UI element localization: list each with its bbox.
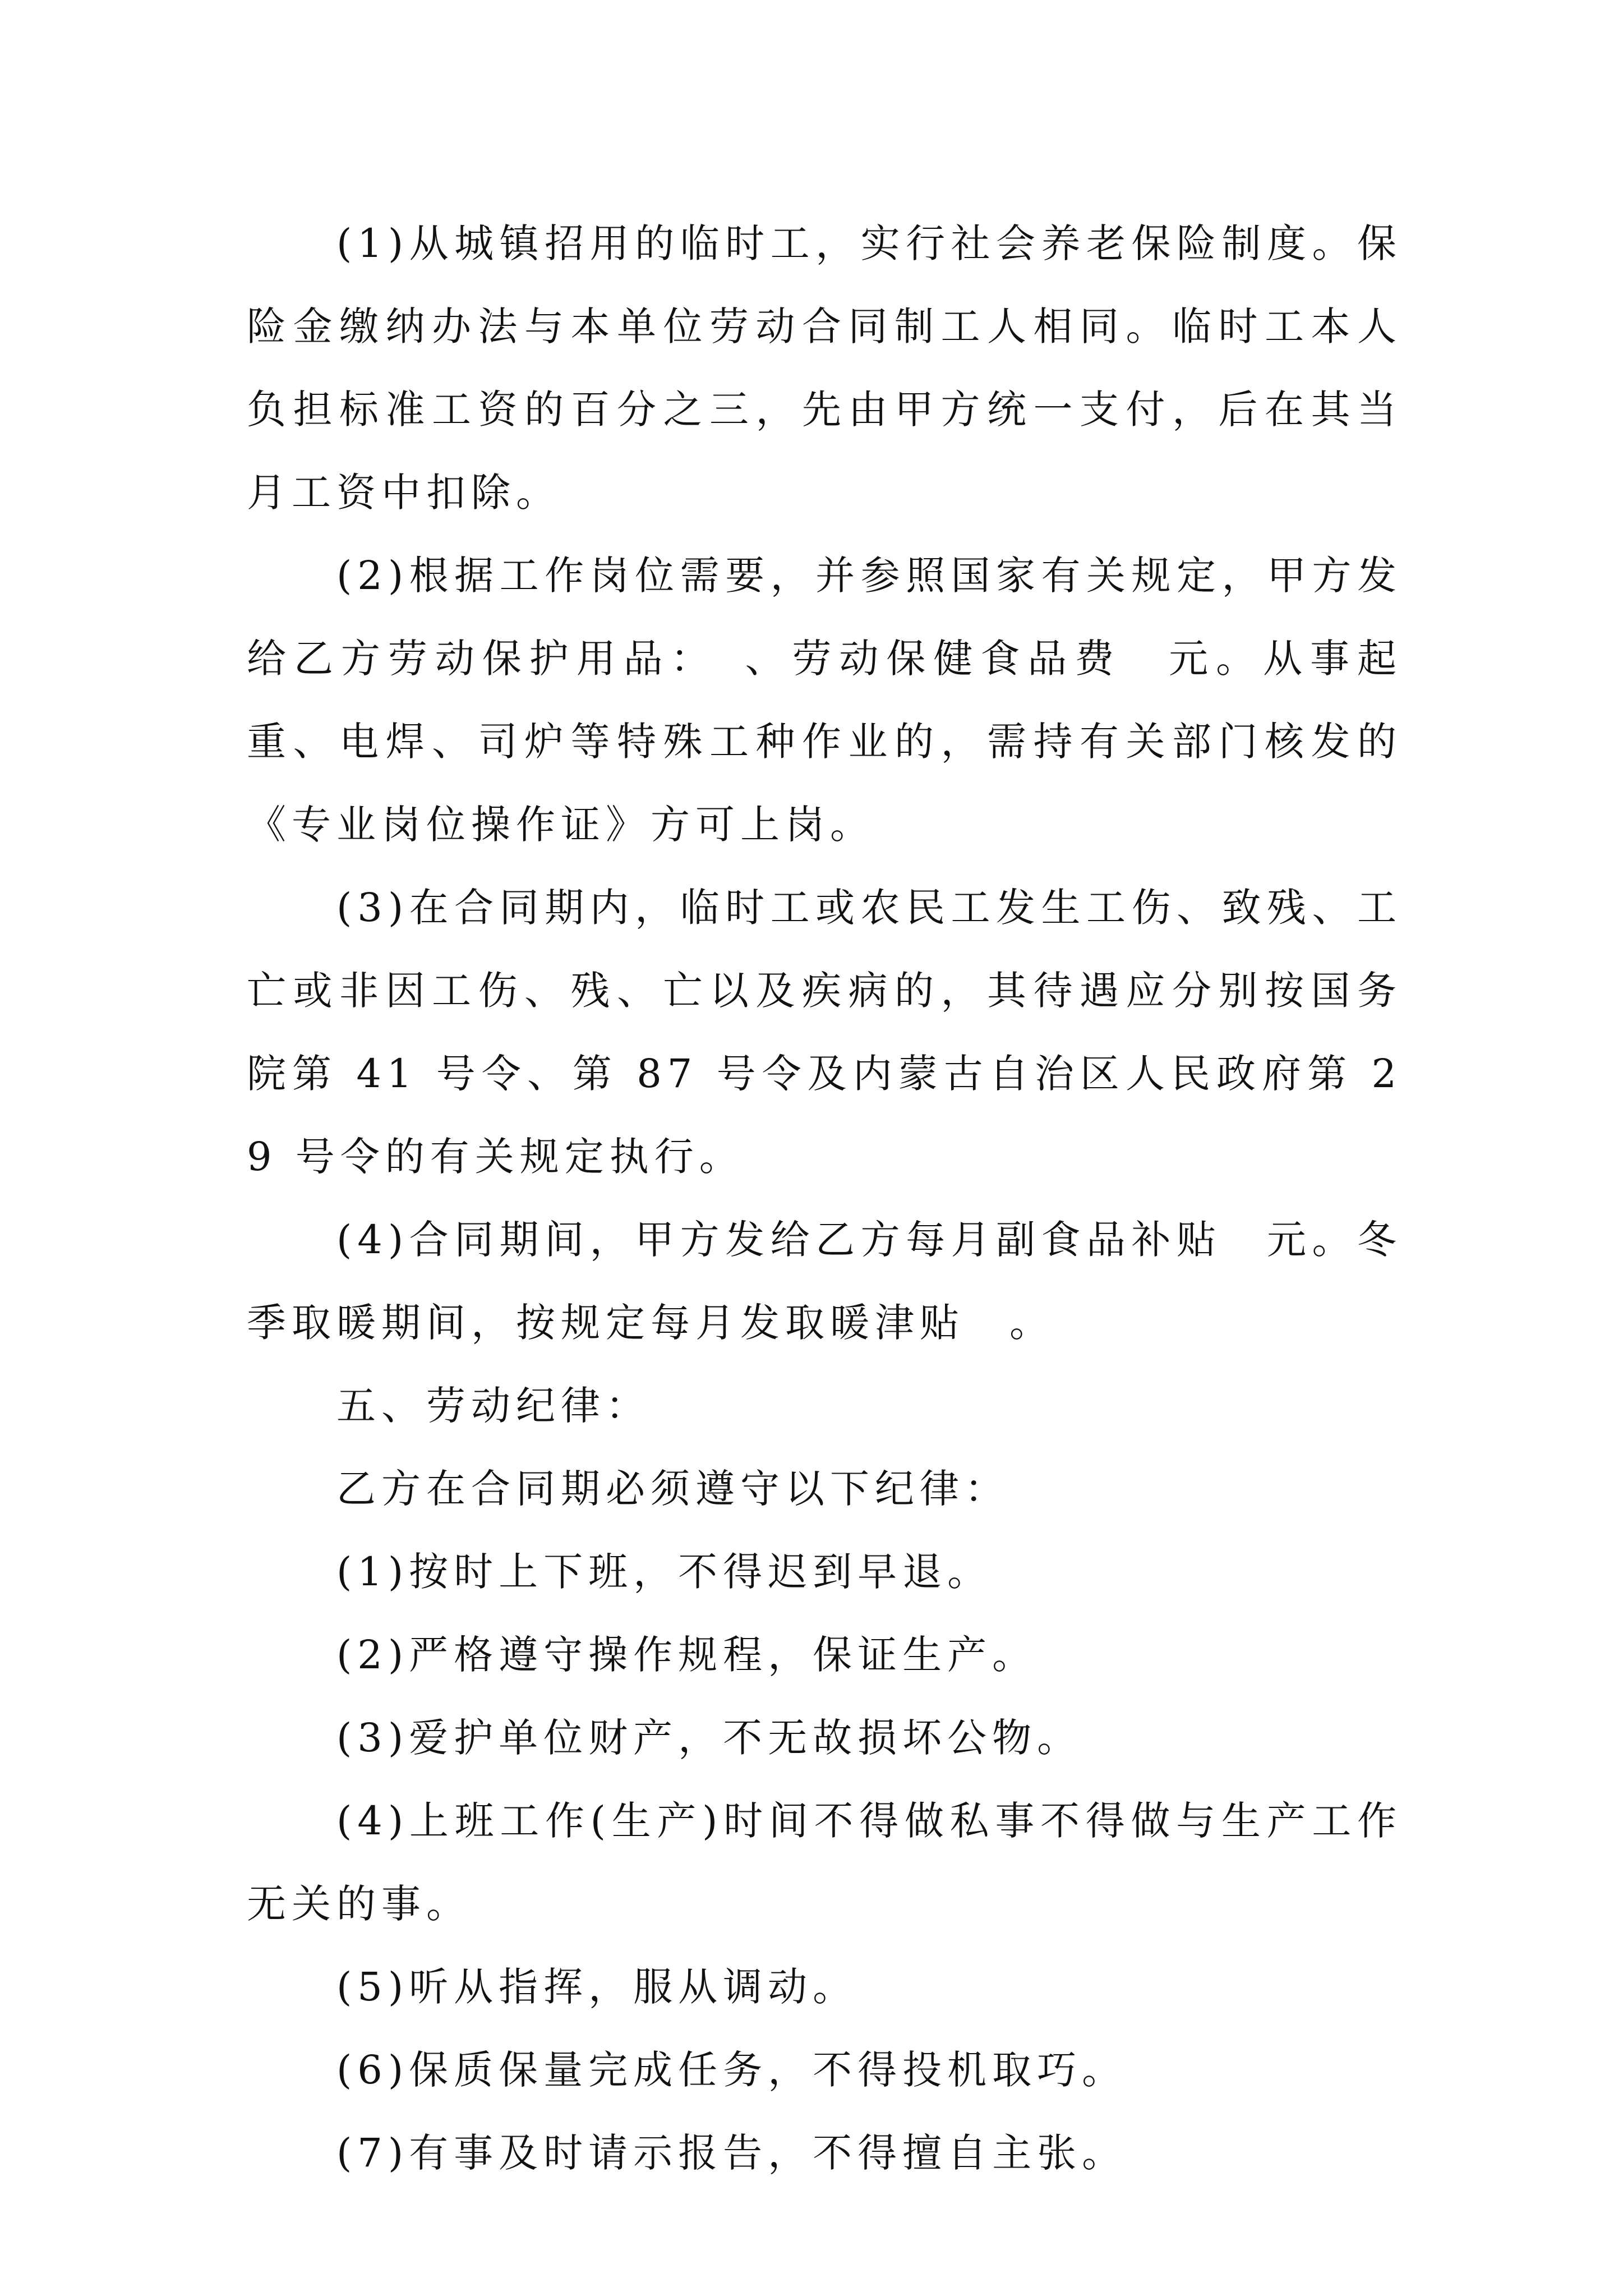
rule-item: (1)按时上下班，不得迟到早退。 (336, 1549, 993, 1595)
rule-item: (2)严格遵守操作规程，保证生产。 (336, 1632, 1038, 1678)
section-heading-labor-discipline: 五、劳动纪律： (336, 1383, 651, 1429)
paragraph-social-insurance: (1)从城镇招用的临时工，实行社会养老保险制度。保险金缴纳办法与本单位劳动合同制工人相同。临时工本人负担标准工资的百分之三，先由甲方统一支付，后在其当月工资中扣除。 (247, 220, 1402, 516)
paragraph-labor-protection: (2)根据工作岗位需要，并参照国家有关规定，甲方发给乙方劳动保护用品： 、劳动保健食品费 元。从事起重、电焊、司炉等特殊工种作业的，需持有关部门核发的《专业岗位操作证》方可上岗。 (247, 553, 1402, 848)
rule-item: (5)听从指挥，服从调动。 (336, 1964, 858, 2010)
rule-item: (4)上班工作(生产)时间不得做私事不得做与生产工作无关的事。 (247, 1798, 1402, 1927)
rule-item: (7)有事及时请示报告，不得擅自主张。 (336, 2130, 1127, 2176)
document-body (247, 202, 1402, 2194)
rule-item: (3)爱护单位财产，不无故损坏公物。 (336, 1715, 1082, 1761)
rule-item: (6)保质保量完成任务，不得投机取巧。 (336, 2047, 1127, 2093)
paragraph-work-injury: (3)在合同期内，临时工或农民工发生工伤、致残、工亡或非因工伤、残、亡以及疾病的，其待遇应分别按国务院第 41 号令、第 87 号令及内蒙古自治区人民政府第 29 号令的有关规定执行。 (247, 885, 1402, 1180)
paragraph-subsidy: (4)合同期间，甲方发给乙方每月副食品补贴 元。冬季取暖期间，按规定每月发取暖津贴 。 (247, 1217, 1402, 1346)
discipline-intro: 乙方在合同期必须遵守以下纪律： (336, 1466, 1009, 1512)
